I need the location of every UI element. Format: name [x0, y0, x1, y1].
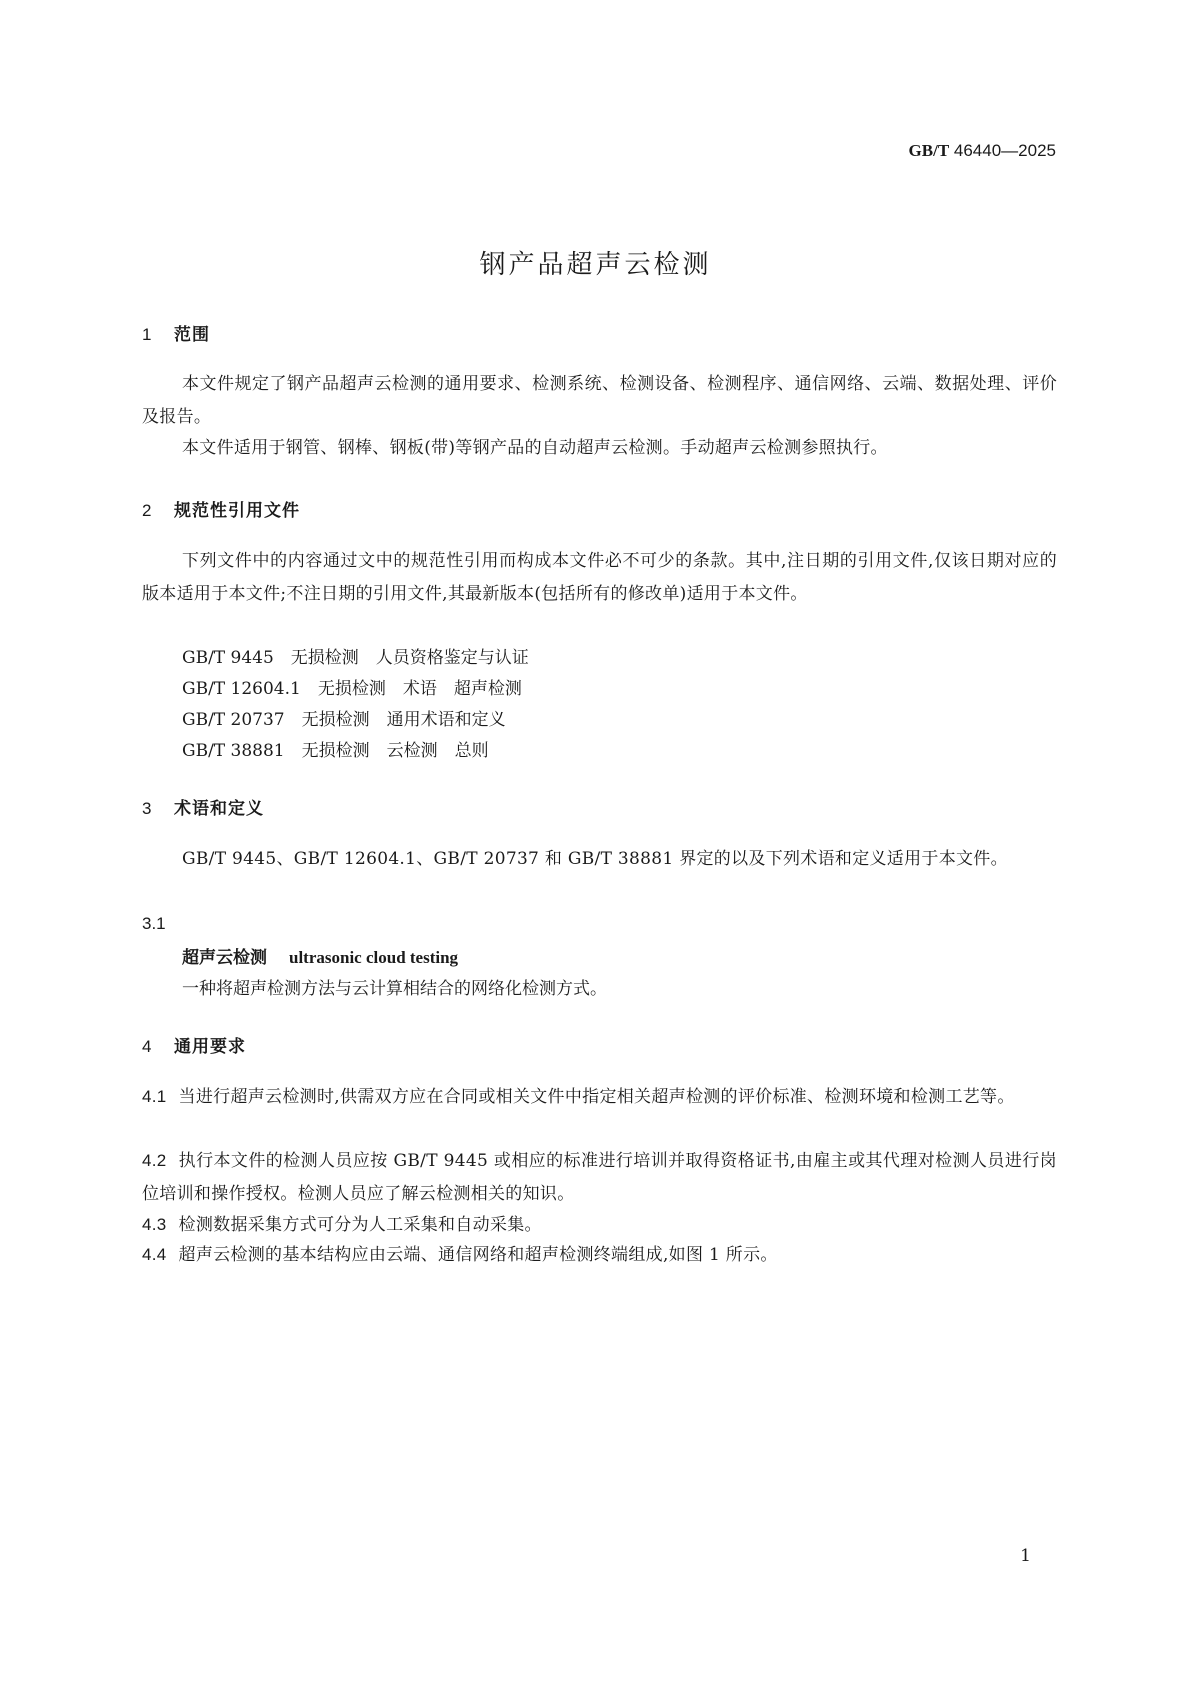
terms-intro: GB/T 9445、GB/T 12604.1、GB/T 20737 和 GB/T 38881 界定的以及下列术语和定义适用于本文件。	[182, 849, 1008, 869]
term-number: 3.1	[142, 914, 166, 933]
section-3-heading: 3 术语和定义	[142, 799, 264, 819]
reference-item: GB/T 38881 无损检测 云检测 总则	[182, 741, 489, 761]
reference-item: GB/T 12604.1 无损检测 术语 超声检测	[182, 679, 522, 699]
normative-intro: 下列文件中的内容通过文中的规范性引用而构成本文件必不可少的条款。其中,注日期的引用文件,仅该日期对应的版本适用于本文件;不注日期的引用文件,其最新版本(包括所有的修改单)适用于本文件。	[142, 551, 1057, 604]
scope-paragraph-1: 本文件规定了钢产品超声云检测的通用要求、检测系统、检测设备、检测程序、通信网络、云端、数据处理、评价及报告。	[142, 374, 1057, 427]
page-number: 1	[1020, 1546, 1031, 1566]
clause-4-3: 4.3 检测数据采集方式可分为人工采集和自动采集。	[142, 1215, 542, 1235]
scope-paragraph-2: 本文件适用于钢管、钢棒、钢板(带)等钢产品的自动超声云检测。手动超声云检测参照执行。	[182, 438, 888, 458]
section-2-heading: 2 规范性引用文件	[142, 501, 300, 521]
standard-code: GB/T 46440—2025	[908, 141, 1056, 160]
document-title: 钢产品超声云检测	[479, 250, 712, 280]
term-definition: 一种将超声检测方法与云计算相结合的网络化检测方式。	[182, 979, 607, 999]
clause-4-1: 4.1 当进行超声云检测时,供需双方应在合同或相关文件中指定相关超声检测的评价标准、检测环境和检测工艺等。	[142, 1087, 1015, 1107]
section-1-heading: 1 范围	[142, 325, 210, 345]
term-heading: 超声云检测 ultrasonic cloud testing	[182, 948, 459, 968]
reference-item: GB/T 9445 无损检测 人员资格鉴定与认证	[182, 648, 529, 668]
clause-4-4: 4.4 超声云检测的基本结构应由云端、通信网络和超声检测终端组成,如图 1 所示。	[142, 1245, 778, 1265]
reference-item: GB/T 20737 无损检测 通用术语和定义	[182, 710, 506, 730]
section-4-heading: 4 通用要求	[142, 1037, 246, 1057]
clause-4-2: 4.2 执行本文件的检测人员应按 GB/T 9445 或相应的标准进行培训并取得资格证书,由雇主或其代理对检测人员进行岗位培训和操作授权。检测人员应了解云检测相关的知识。	[142, 1151, 1057, 1204]
